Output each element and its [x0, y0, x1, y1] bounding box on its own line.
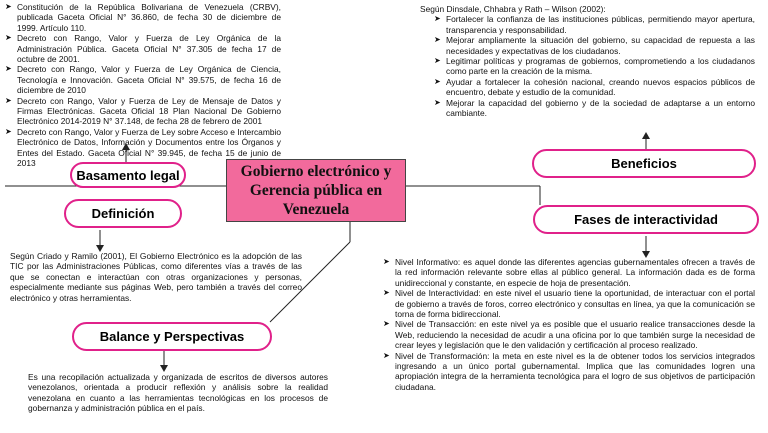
list-item: ➤ Decreto con Rango, Valor y Fuerza de Ley sobre Acceso e Intercambio Electrónico de Datos, Información y Documentos entre los Órganos y Entes del Estado. Gaceta Oficial N° 39.945, de fecha 15 de junio de 2013 — [5, 126, 281, 169]
list-item: ➤ Ayudar a fortalecer la cohesión nacional, creando nuevos espacios públicos de encuentro, debate y estudio de la comunidad. — [434, 76, 755, 98]
basamento-list — [5, 2, 281, 169]
beneficios-source: Según Dinsdale, Chhabra y Rath – Wilson (2002): — [420, 4, 606, 14]
center-title: Gobierno electrónico y Gerencia pública en Venezuela — [240, 163, 392, 218]
definicion-text: Según Criado y Ramilo (2001), El Gobierno Electrónico es la adopción de las TIC por las Administraciones Públicas, como diferentes vías a través de las que se conectan e interactúan con otras organizaciones y personas, especialmente mediante sus páginas Web, pero también a través del correo electrónico y otras herramientas. — [10, 251, 302, 303]
node-basamento-legal: Basamento legal — [70, 162, 186, 188]
list-item: ➤ Decreto con Rango, Valor y Fuerza de Ley de Mensaje de Datos y Firmas Electrónicas. Gaceta Oficial 18 Plan Nacional De Gobierno Electrónico 2014-2019 N° 37.148, de fecha 28 de febrero de 2001 — [5, 95, 281, 127]
list-item: ➤ Nivel Informativo: es aquel donde las diferentes agencias gubernamentales ofrecen a través de la red información relevante sobre ellas al público general. La información dada es de forma unidireccional y constante, en especie de hoja de presentación. — [383, 257, 755, 288]
list-item: ➤ Nivel de Transformación: la meta en este nivel es la de obtener todos los servicios integrados ingresando a un único portal gubernamental. Implica que las comunidades logren una apropiación integra de la herramienta tecnológica para el logro de sus objetivos de participación ciudadana. — [383, 350, 755, 392]
list-item: ➤ Legitimar políticas y programas de gobiernos, comprometiendo a los ciudadanos como parte en la creación de la misma. — [434, 56, 755, 77]
list-item: ➤ Fortalecer la confianza de las instituciones públicas, permitiendo mayor apertura, transparencia y responsabilidad. — [434, 14, 755, 35]
node-definicion: Definición — [64, 199, 182, 228]
list-item: ➤ Mejorar ampliamente la situación del gobierno, su capacidad de repuesta a las necesidades y expectativas de los ciudadanos. — [434, 35, 755, 56]
node-beneficios: Beneficios — [532, 149, 756, 178]
list-item: ➤ Nivel de Transacción: en este nivel ya es posible que el usuario realice transacciones desde la Web, reduciendo la necesidad de acudir a una oficina por lo que también surge la necesidad de crear leyes y legislación que le den validación y certificación al proceso realizado. — [383, 319, 755, 351]
list-item: ➤ Decreto con Rango, Valor y Fuerza de Ley Orgánica de la Administración Pública. Gaceta Oficial N° 37.305 de fecha 17 de octubre de 2001. — [5, 33, 281, 65]
balance-text: Es una recopilación actualizada y organizada de escritos de diversos autores venezolanos, orientada a producir reflexión y análisis sobre la realidad venezolana en cuanto a las herramientas tecnológicas en los procesos de gobernanza y administración pública en el país. — [28, 372, 328, 414]
list-item: ➤ Mejorar la capacidad del gobierno y de la sociedad de adaptarse a un entorno cambiante. — [434, 97, 755, 119]
beneficios-block — [420, 4, 755, 118]
fases-list — [383, 257, 755, 392]
list-item: ➤ Nivel de Interactividad: en este nivel el usuario tiene la oportunidad, de interactuar con el portal de gobierno a través de foros, correo electrónico y consultas en línea, ya que la comunicación se torna de forma bidireccional. — [383, 288, 755, 320]
node-fases-interactividad: Fases de interactividad — [533, 205, 759, 234]
node-balance-perspectivas: Balance y Perspectivas — [72, 322, 272, 351]
center-title-box — [226, 159, 406, 222]
list-item: ➤ Decreto con Rango, Valor y Fuerza de Ley Orgánica de Ciencia, Tecnología e Innovación. Gaceta Oficial N° 39.575, de fecha 16 de diciembre de 2010 — [5, 64, 281, 96]
list-item: ➤ Constitución de la República Bolivariana de Venezuela (CRBV), publicada Gaceta Oficial N° 36.860, de fecha 30 de diciembre de 1999. Artículo 110. — [5, 2, 281, 33]
